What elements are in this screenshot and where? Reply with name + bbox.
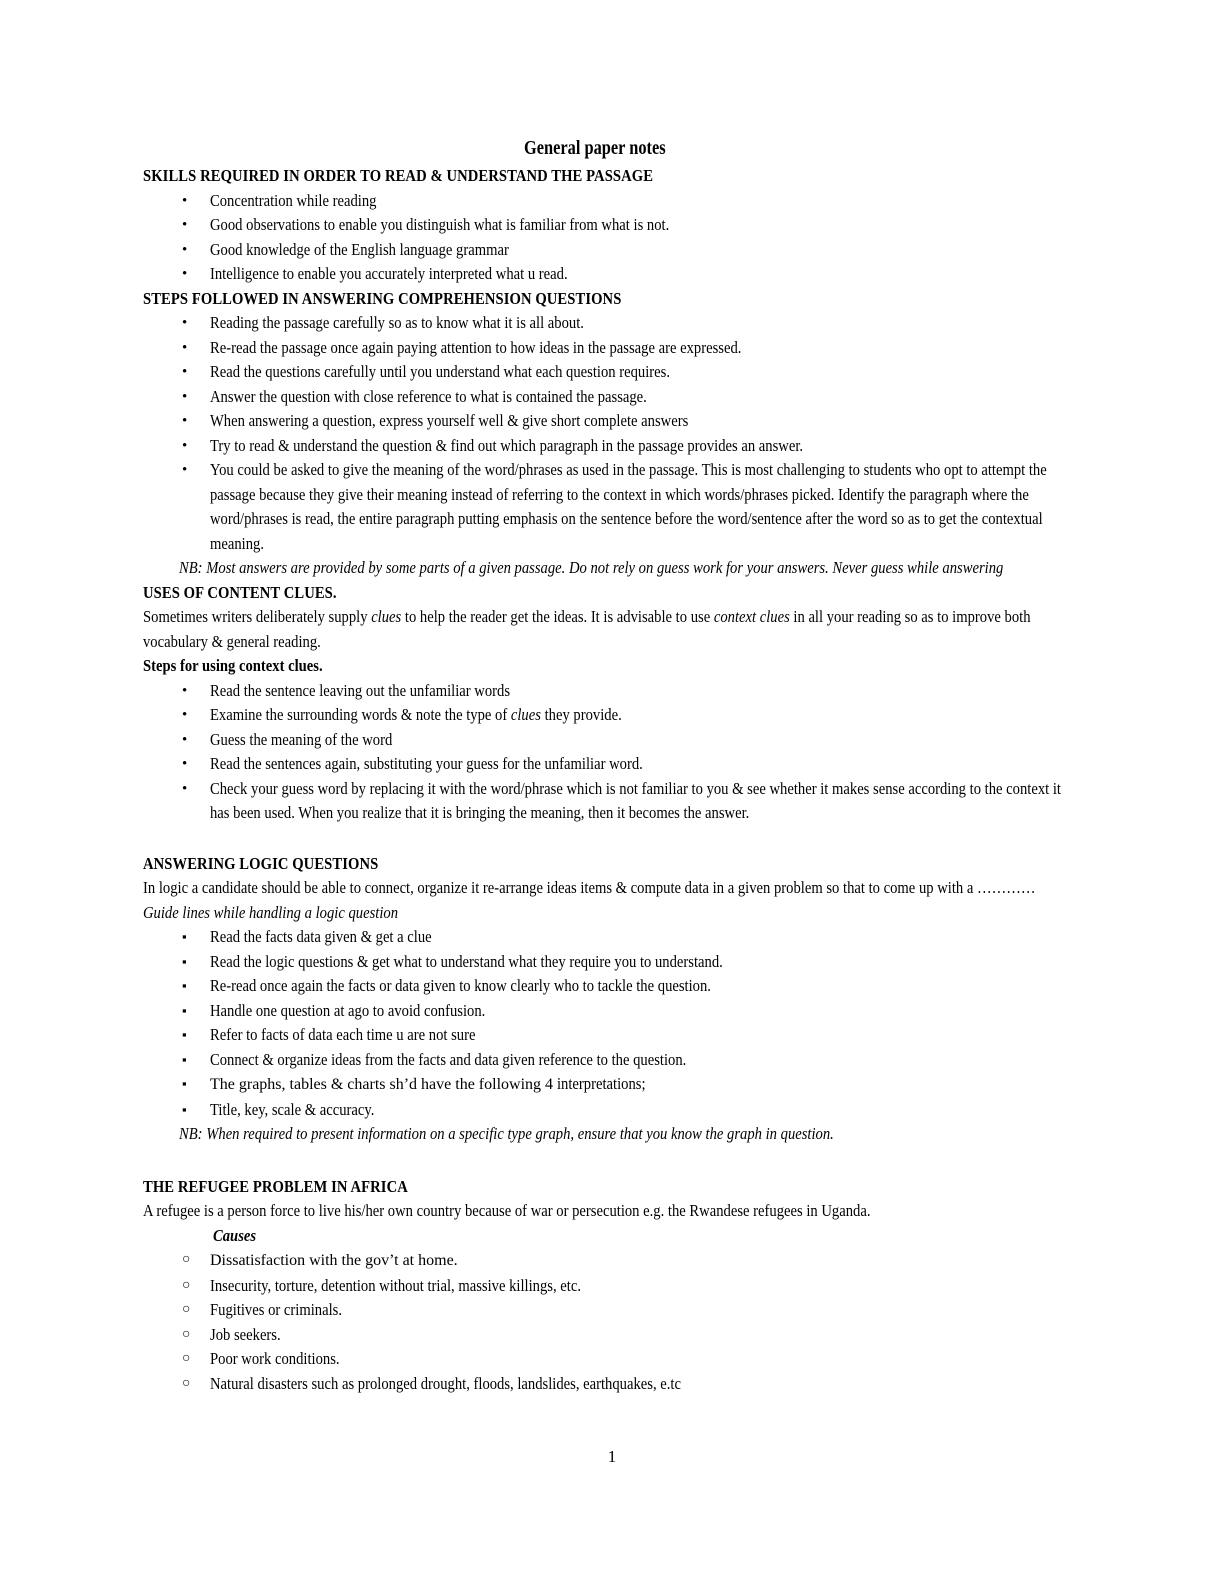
section-heading-refugee-problem xyxy=(143,1175,1073,1200)
list-comprehension-steps xyxy=(143,311,1073,556)
run-text-italic: clues xyxy=(510,705,541,724)
paragraph-refugee-definition-text: A refugee is a person force to live his/her own country because of war or persecution e.g. the Rwandese refugees in Uganda. xyxy=(143,1201,871,1220)
list-item-text: Guess the meaning of the word xyxy=(210,729,393,749)
page-number xyxy=(0,1447,1224,1467)
list-item xyxy=(143,409,1073,434)
list-item-text: Poor work conditions. xyxy=(210,1349,340,1368)
note-comprehension-text: NB: Most answers are provided by some parts of a given passage. Do not rely on guess work for your answers. Never guess while answering xyxy=(179,558,1004,577)
list-skills xyxy=(143,189,1073,287)
bullet-disc-icon: • xyxy=(182,266,188,282)
list-item-text: Title, key, scale & accuracy. xyxy=(210,1099,375,1119)
bullet-disc-icon: • xyxy=(182,413,188,429)
list-item-text: Dissatisfaction with the gov’t at home. xyxy=(210,1252,458,1269)
bullet-disc-icon: • xyxy=(182,731,188,748)
subheading-causes xyxy=(143,1224,1073,1249)
list-item-text: Good knowledge of the English language grammar xyxy=(210,239,509,259)
bullet-circle-icon: ○ xyxy=(182,1351,191,1366)
list-item xyxy=(143,1274,1073,1299)
list-item-text: Connect & organize ideas from the facts and data given reference to the question. xyxy=(210,1049,687,1069)
bullet-circle-icon: ○ xyxy=(182,1326,191,1342)
paragraph-logic-intro xyxy=(143,876,1073,901)
bullet-disc-icon: • xyxy=(182,462,188,478)
list-item xyxy=(143,1347,1073,1372)
section-spacer xyxy=(143,826,1073,852)
list-item-text: Re-read the passage once again paying attention to how ideas in the passage are expressed. xyxy=(210,337,742,357)
paragraph-content-clues-intro xyxy=(143,605,1073,654)
note-logic-text: NB: When required to present information on a specific type graph, ensure that you know the graph in question. xyxy=(179,1124,834,1143)
bullet-disc-icon: • xyxy=(182,192,188,209)
bullet-circle-icon: ○ xyxy=(182,1252,191,1267)
bullet-circle-icon: ○ xyxy=(182,1375,191,1391)
list-item-text: Answer the question with close reference to what is contained the passage. xyxy=(210,386,647,406)
subheading-steps-context-clues-text: Steps for using context clues. xyxy=(143,656,323,675)
list-item xyxy=(143,458,1073,556)
bullet-square-icon: ▪ xyxy=(182,953,187,969)
list-item-text: When answering a question, express yourself well & give short complete answers xyxy=(210,411,689,430)
list-item xyxy=(143,1372,1073,1397)
list-item-text: Read the sentence leaving out the unfamiliar words xyxy=(210,680,511,700)
list-item-text: Intelligence to enable you accurately interpreted what u read. xyxy=(210,264,568,283)
list-item xyxy=(143,777,1073,826)
run-text: to help the reader get the ideas. It is advisable to use xyxy=(401,607,714,626)
list-item xyxy=(143,1298,1073,1323)
run-text-condensed: interpretations; xyxy=(557,1074,646,1093)
bullet-square-icon: ▪ xyxy=(182,929,187,944)
bullet-disc-icon: • xyxy=(182,217,188,233)
list-item xyxy=(143,752,1073,777)
bullet-disc-icon: • xyxy=(182,707,188,723)
bullet-square-icon: ▪ xyxy=(182,1101,187,1117)
list-item xyxy=(143,925,1073,950)
list-item-text: Re-read once again the facts or data given to know clearly who to tackle the question. xyxy=(210,976,711,995)
list-item-text: Job seekers. xyxy=(210,1324,281,1344)
list-item-plainface xyxy=(143,1248,1073,1274)
list-item-text: Read the logic questions & get what to understand what they require you to understand. xyxy=(210,951,723,971)
list-item xyxy=(143,213,1073,238)
list-item-text: Natural disasters such as prolonged drought, floods, landslides, earthquakes, e.tc xyxy=(210,1373,681,1393)
note-comprehension xyxy=(143,556,1073,581)
list-item xyxy=(143,311,1073,336)
list-item-runs xyxy=(210,703,622,728)
bullet-disc-icon: • xyxy=(182,339,188,356)
subheading-causes-text: Causes xyxy=(213,1225,257,1245)
subheading-logic-guidelines xyxy=(143,901,1073,926)
subheading-steps-context-clues xyxy=(143,654,1073,679)
bullet-circle-icon: ○ xyxy=(182,1302,191,1317)
section-spacer xyxy=(143,1147,1073,1175)
section-heading-logic-questions xyxy=(143,852,1073,877)
list-item xyxy=(143,703,1073,728)
list-item xyxy=(143,679,1073,704)
list-context-clue-steps xyxy=(143,679,1073,826)
list-item xyxy=(143,189,1073,214)
section-heading-refugee-problem-text: THE REFUGEE PROBLEM IN AFRICA xyxy=(143,1176,408,1196)
list-item xyxy=(143,999,1073,1024)
list-item-text: Refer to facts of data each time u are not sure xyxy=(210,1025,476,1044)
bullet-disc-icon: • xyxy=(182,241,188,258)
list-item-text: Reading the passage carefully so as to know what it is all about. xyxy=(210,313,584,332)
document-body xyxy=(143,136,1073,1396)
list-item xyxy=(143,1098,1073,1123)
page-title-text: General paper notes xyxy=(523,138,666,159)
bullet-disc-icon: • xyxy=(182,437,188,454)
bullet-circle-icon: ○ xyxy=(182,1277,191,1293)
section-heading-skills xyxy=(143,164,1073,189)
bullet-square-icon: ▪ xyxy=(182,1002,187,1018)
list-item-text: You could be asked to give the meaning of the word/phrases as used in the passage. This is most challenging to students who opt to attempt the passage because they give their meaning instead of referring to the context in which words/phrases picked. Identify the paragraph where the word/phrases is read, the entire paragraph putting emphasis on the sentence before the word/sentence after the word so as to get the contextual meaning. xyxy=(210,460,1047,553)
paragraph-content-clues-intro-runs xyxy=(143,605,1073,654)
list-item xyxy=(143,1023,1073,1048)
page-number-text: 1 xyxy=(607,1447,617,1466)
subheading-logic-guidelines-text: Guide lines while handling a logic question xyxy=(143,902,399,922)
list-item-text: Handle one question at ago to avoid confusion. xyxy=(210,1000,486,1020)
bullet-square-icon: ▪ xyxy=(182,1076,187,1091)
paragraph-refugee-definition xyxy=(143,1199,1073,1224)
list-item xyxy=(143,1048,1073,1073)
section-heading-comprehension-steps-text: STEPS FOLLOWED IN ANSWERING COMPREHENSION QUESTIONS xyxy=(143,288,622,308)
list-item-text: Insecurity, torture, detention without trial, massive killings, etc. xyxy=(210,1275,581,1295)
section-heading-skills-text: SKILLS REQUIRED IN ORDER TO READ & UNDERSTAND THE PASSAGE xyxy=(143,166,654,185)
run-text-italic: context clues xyxy=(713,607,790,626)
list-item-text: Check your guess word by replacing it with the word/phrase which is not familiar to you & see whether it makes sense according to the context it has been used. When you realize that it is bringing the meaning, then it becomes the answer. xyxy=(210,778,1061,822)
page-title xyxy=(143,136,1073,162)
section-heading-content-clues-text: USES OF CONTENT CLUES. xyxy=(143,582,337,602)
bullet-disc-icon: • xyxy=(182,364,188,380)
note-logic xyxy=(143,1122,1073,1147)
bullet-square-icon: ▪ xyxy=(182,1027,187,1042)
run-text: Examine the surrounding words & note the type of xyxy=(210,705,511,724)
list-item-text: Read the sentences again, substituting your guess for the unfamiliar word. xyxy=(210,754,643,773)
section-heading-logic-questions-text: ANSWERING LOGIC QUESTIONS xyxy=(143,853,379,873)
list-item-text: Read the facts data given & get a clue xyxy=(210,927,432,946)
bullet-square-icon: ▪ xyxy=(182,1051,187,1067)
bullet-square-icon: ▪ xyxy=(182,978,187,993)
list-item-mixed-fonts xyxy=(143,1072,1073,1098)
list-item xyxy=(143,950,1073,975)
bullet-disc-icon: • xyxy=(182,756,188,772)
list-item xyxy=(143,385,1073,410)
run-text: in all your reading so as to improve both vocabulary & general reading. xyxy=(143,607,1031,651)
bullet-disc-icon: • xyxy=(182,682,188,699)
list-logic-guidelines xyxy=(143,925,1073,1122)
list-item xyxy=(143,1323,1073,1348)
bullet-disc-icon: • xyxy=(182,388,188,405)
list-item xyxy=(143,360,1073,385)
run-text: Sometimes writers deliberately supply xyxy=(143,607,372,626)
run-text: they provide. xyxy=(540,705,622,724)
list-item-text: Try to read & understand the question & find out which paragraph in the passage provides an answer. xyxy=(210,435,804,455)
list-item-text: Fugitives or criminals. xyxy=(210,1300,342,1319)
list-item xyxy=(143,974,1073,999)
list-item xyxy=(143,336,1073,361)
bullet-disc-icon: • xyxy=(182,780,188,797)
paragraph-logic-intro-text: In logic a candidate should be able to connect, organize it re-arrange ideas items & compute data in a given problem so that to come up with a ………… xyxy=(143,878,1036,897)
section-heading-content-clues xyxy=(143,581,1073,606)
section-heading-comprehension-steps xyxy=(143,287,1073,312)
list-refugee-causes xyxy=(143,1248,1073,1396)
list-item-text: Concentration while reading xyxy=(210,190,377,210)
list-item xyxy=(143,434,1073,459)
list-item-text: Read the questions carefully until you understand what each question requires. xyxy=(210,362,671,381)
list-item xyxy=(143,728,1073,753)
list-item-text: Good observations to enable you distinguish what is familiar from what is not. xyxy=(210,215,670,234)
list-item xyxy=(143,238,1073,263)
list-item xyxy=(143,262,1073,287)
run-text-plainface: The graphs, tables & charts sh’d have the following 4 xyxy=(210,1076,558,1093)
run-text-italic: clues xyxy=(371,607,402,626)
bullet-disc-icon: • xyxy=(182,315,188,331)
